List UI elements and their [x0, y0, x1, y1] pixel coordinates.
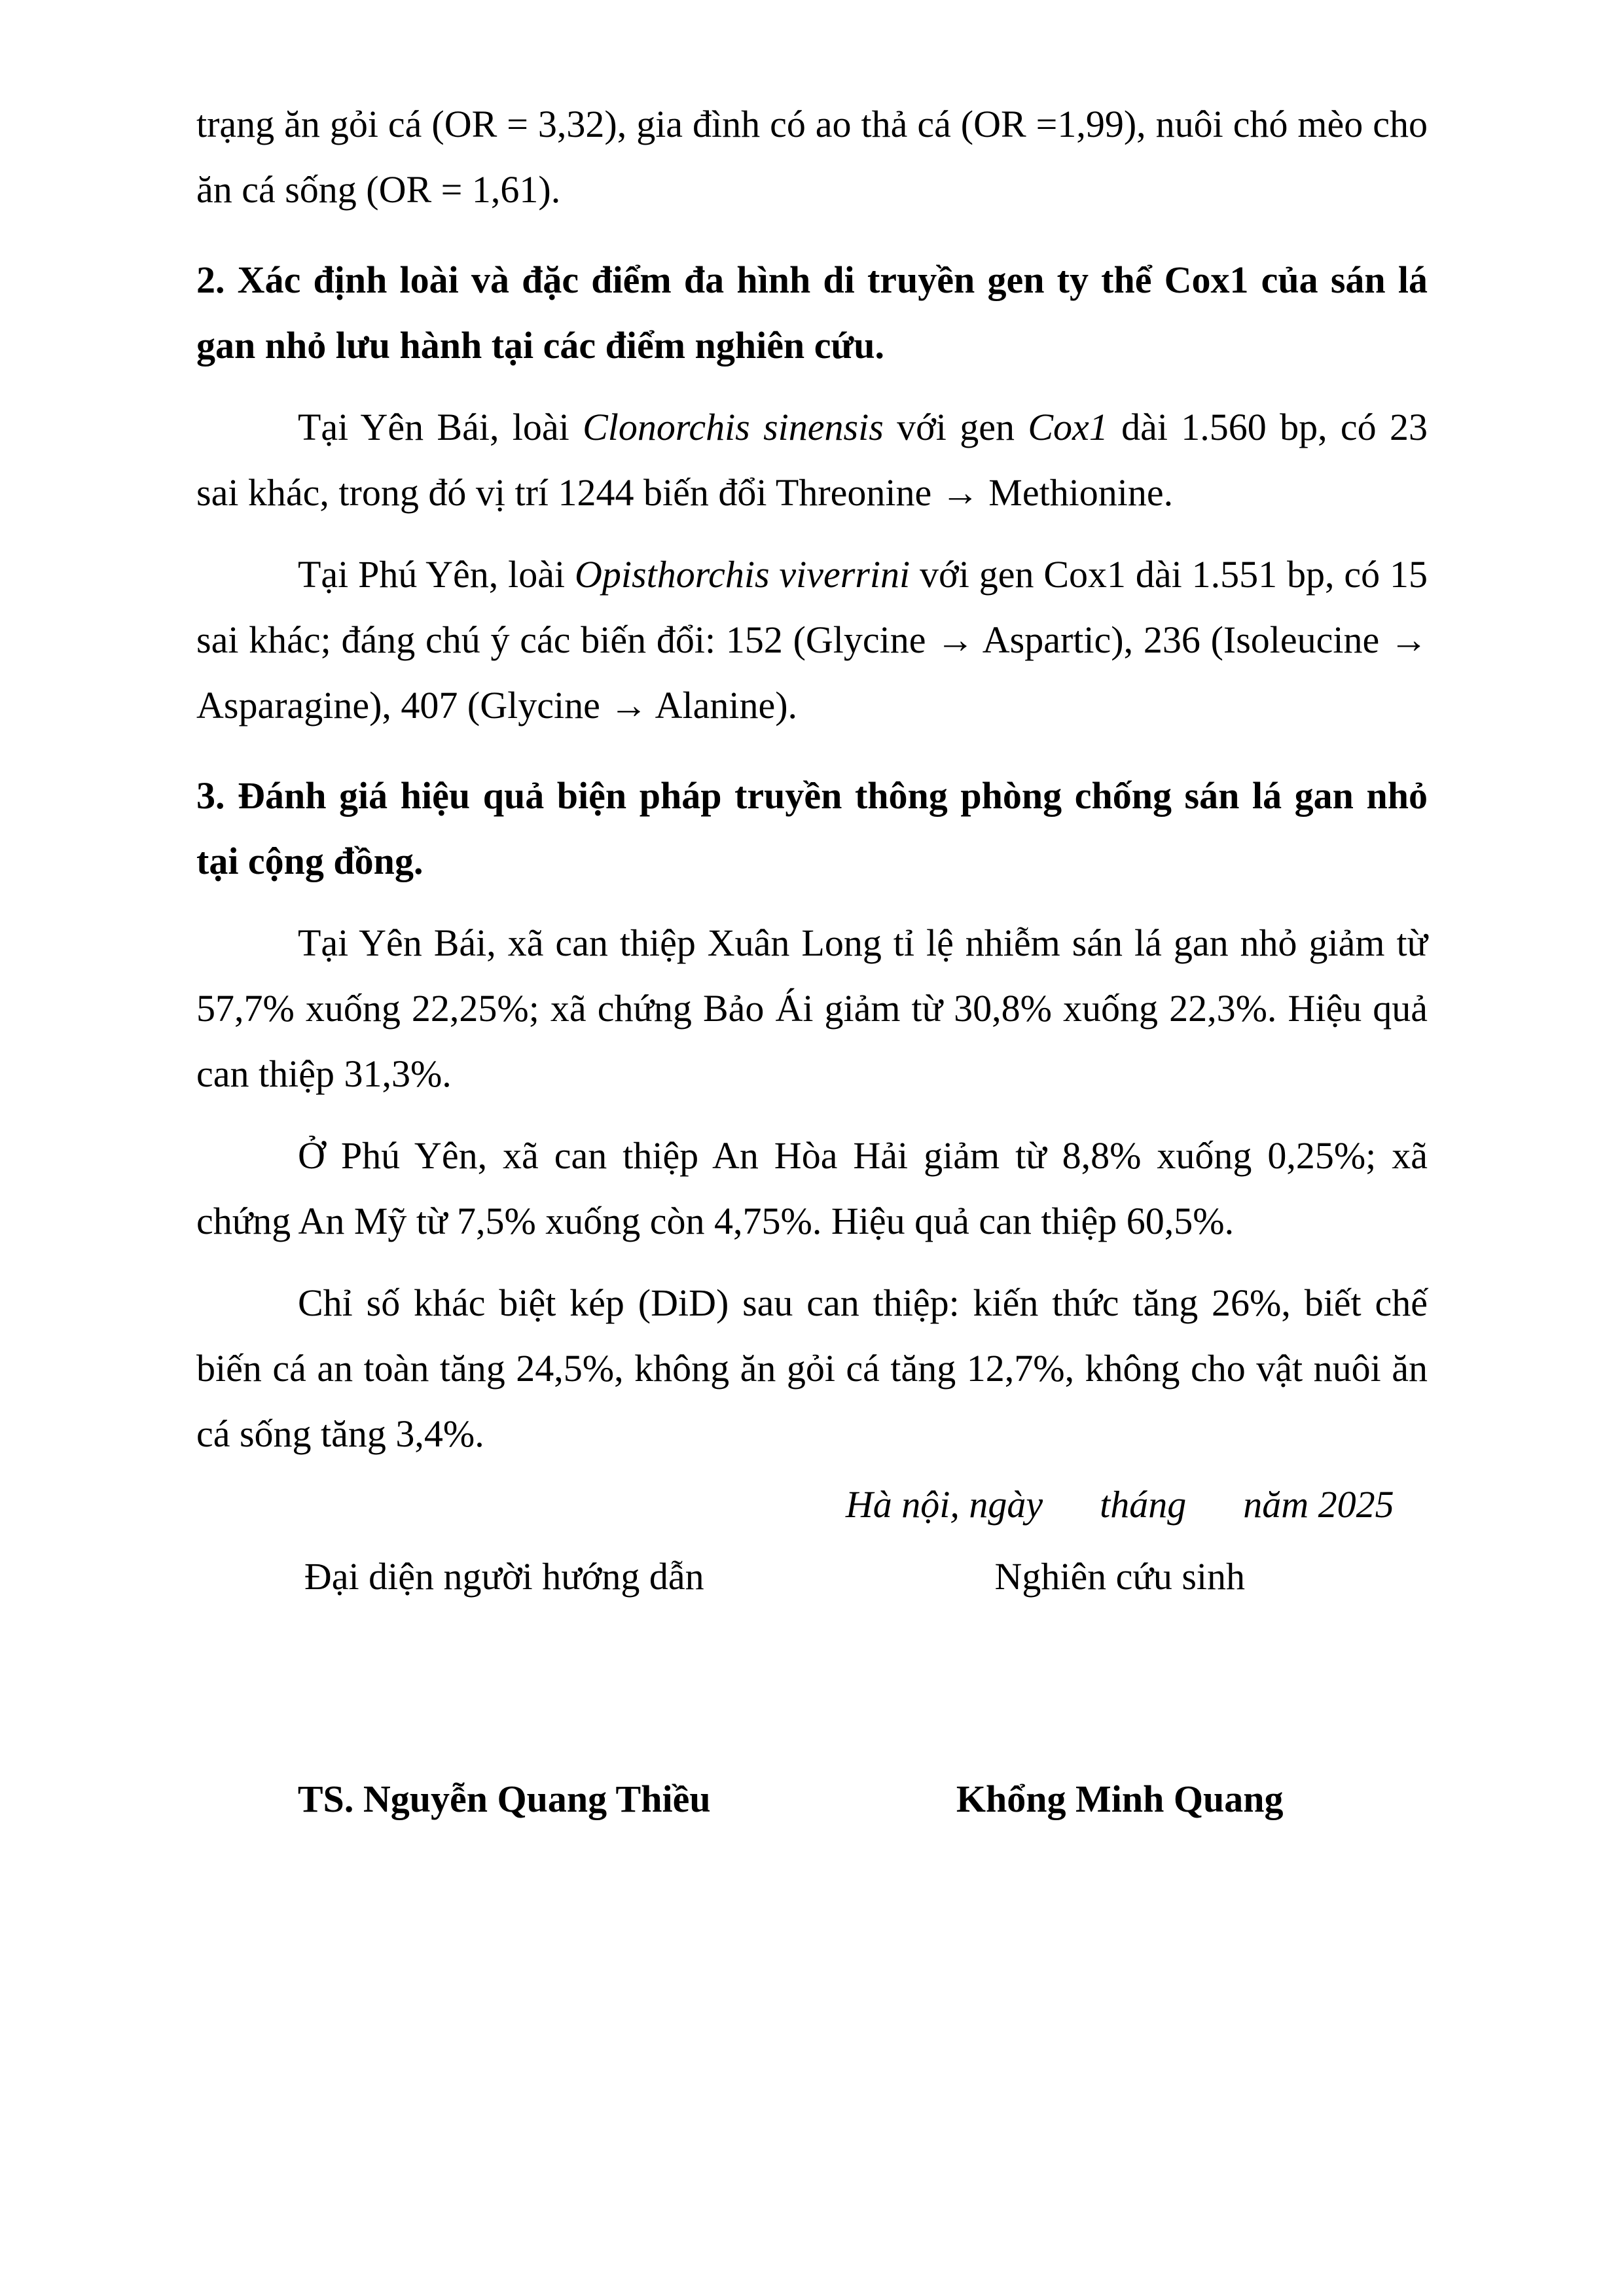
paragraph-yen-bai-intervention	[196, 910, 1428, 1107]
paragraph-yen-bai-cox1	[196, 395, 1428, 526]
text-run: 2. Xác định loài và đặc điểm đa hình di truyền gen ty thể Cox1 của sán lá gan nhỏ lưu hành tại các điểm nghiên cứu.	[196, 259, 1428, 367]
supervisor-name: TS. Nguyễn Quang Thiều	[297, 1778, 711, 1820]
signature-date-row	[196, 1472, 1428, 1537]
paragraph-phu-yen-intervention	[196, 1123, 1428, 1254]
italic-text-run: Clonorchis sinensis	[583, 406, 884, 448]
text-run: Ở Phú Yên, xã can thiệp An Hòa Hải giảm từ 8,8% xuống 0,25%; xã chứng An Mỹ từ 7,5% xuống còn 4,75%. Hiệu quả can thiệp 60,5%.	[196, 1134, 1428, 1242]
text-run: Chỉ số khác biệt kép (DiD) sau can thiệp: kiến thức tăng 26%, biết chế biến cá an toàn tăng 24,5%, không ăn gỏi cá tăng 12,7%, không cho vật nuôi ăn cá sống tăng 3,4%.	[196, 1282, 1428, 1455]
signature-roles-row	[196, 1544, 1428, 1609]
italic-text-run: Opisthorchis viverrini	[575, 553, 911, 596]
text-run: Tại Yên Bái, xã can thiệp Xuân Long tỉ lệ nhiễm sán lá gan nhỏ giảm từ 57,7% xuống 22,25%; xã chứng Bảo Ái giảm từ 30,8% xuống 22,3%. Hiệu quả can thiệp 31,3%.	[196, 922, 1428, 1095]
date-row-spacer	[196, 1472, 812, 1537]
text-run: với gen	[883, 406, 1028, 448]
italic-text-run: Cox1	[1028, 406, 1108, 448]
candidate-name: Khổng Minh Quang	[956, 1778, 1284, 1820]
text-run: dài 1.560 bp, có 23 sai khác, trong đó vị trí 1244 biến đổi Threonine → Methionine.	[196, 406, 1428, 514]
supervisor-role-label: Đại diện người hướng dẫn	[304, 1555, 704, 1598]
document-body	[196, 92, 1428, 1832]
paragraph-risk-factors-continuation	[196, 92, 1428, 223]
heading-section-2	[196, 247, 1428, 378]
signature-names-row	[196, 1767, 1428, 1832]
text-run: Tại Phú Yên, loài	[298, 553, 575, 596]
paragraph-phu-yen-cox1	[196, 542, 1428, 738]
text-run: với gen Cox1 dài 1.551 bp, có 15 sai khác; đáng chú ý các biến đổi: 152 (Glycine → Aspartic), 236 (Isoleucine → Asparagine), 407 (Glycine → Alanine).	[196, 553, 1428, 726]
text-run: trạng ăn gỏi cá (OR = 3,32), gia đình có ao thả cá (OR =1,99), nuôi chó mèo cho ăn cá sống (OR = 1,61).	[196, 103, 1428, 211]
text-run: 3. Đánh giá hiệu quả biện pháp truyền thông phòng chống sán lá gan nhỏ tại cộng đồng.	[196, 774, 1428, 882]
heading-section-3	[196, 763, 1428, 894]
text-run: Tại Yên Bái, loài	[298, 406, 583, 448]
paragraph-did-index	[196, 1270, 1428, 1467]
date-line: Hà nội, ngày tháng năm 2025	[845, 1483, 1394, 1526]
candidate-role-label: Nghiên cứu sinh	[994, 1555, 1246, 1598]
